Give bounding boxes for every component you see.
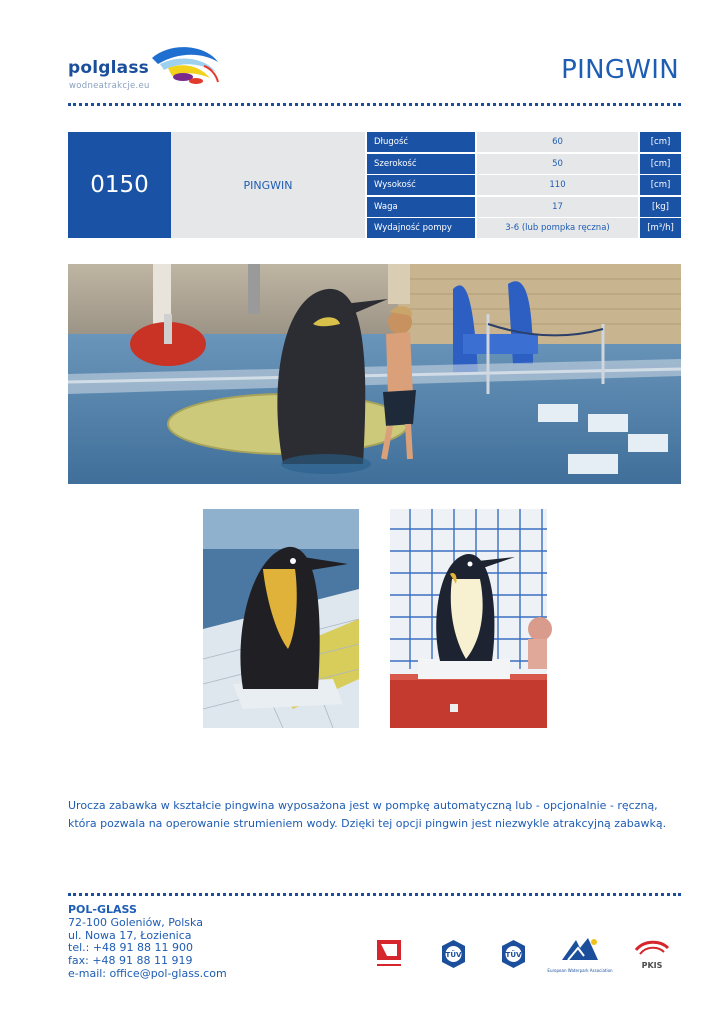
product-description: Urocza zabawka w kształcie pingwina wyposażona jest w pompkę automatyczną lub - opcjonalnie - ręczną, która pozwala na operowanie strumieniem wody. Dzięki tej opcji pingwin jest niezwykle atrakcyjną zabawką. (68, 799, 667, 830)
spec-rows (367, 132, 681, 240)
tuv-icon (500, 939, 527, 969)
penguin-photo-tiles (390, 509, 547, 728)
email-link[interactable]: e-mail: office@pol-glass.com (68, 966, 227, 980)
pkis-text: PKIS (641, 961, 663, 970)
logo-text: polglass (68, 58, 149, 78)
spec-row-weight (367, 197, 681, 217)
product-code: 0150 (68, 132, 171, 238)
spec-value: 3-6 (lub pompka ręczna) (477, 218, 638, 238)
logo-subtext: wodneatrakcje.eu (69, 81, 150, 91)
spec-value: 110 (477, 175, 638, 195)
tuv-text: TÜV (505, 951, 522, 959)
logo-swoosh-icon (150, 44, 220, 88)
spec-row-width (367, 154, 681, 174)
spec-label: Wysokość (367, 175, 475, 195)
spec-unit: [kg] (640, 197, 681, 217)
spec-unit: [m³/h] (640, 218, 681, 238)
spec-value: 50 (477, 154, 638, 174)
pool-photo (68, 264, 681, 484)
address-street: ul. Nowa 17, Łozienica (68, 928, 192, 942)
spec-unit: [cm] (640, 132, 681, 152)
spec-row-pump (367, 218, 681, 238)
phone: tel.: +48 91 88 11 900 (68, 941, 194, 955)
spec-label: Długość (367, 132, 475, 152)
fax: fax: +48 91 88 11 919 (68, 954, 193, 968)
spec-unit: [cm] (640, 175, 681, 195)
spec-label: Szerokość (367, 154, 475, 174)
spec-unit: [cm] (640, 154, 681, 174)
top-divider (68, 103, 681, 106)
page-title: PINGWIN (561, 55, 679, 85)
spec-value: 60 (477, 132, 638, 152)
pkis-icon (632, 938, 672, 972)
penguin-photo-pool (203, 509, 359, 728)
spec-table (68, 132, 681, 238)
spec-label: Waga (367, 197, 475, 217)
ewa-icon (547, 934, 613, 984)
address-city: 72-100 Goleniów, Polska (68, 915, 203, 929)
quality-seal-icon (377, 940, 401, 970)
spec-value: 17 (477, 197, 638, 217)
ewa-text: European Waterpark Association (547, 968, 613, 973)
contact-block (68, 904, 227, 981)
product-name: PINGWIN (171, 132, 365, 238)
polglass-logo (68, 44, 218, 96)
bottom-divider (68, 893, 681, 896)
tuv-icon (440, 939, 467, 969)
spec-label: Wydajność pompy (367, 218, 475, 238)
tuv-text: TÜV (445, 951, 462, 959)
company-name: POL-GLASS (68, 903, 137, 916)
spec-row-height (367, 175, 681, 195)
spec-row-length (367, 132, 681, 152)
